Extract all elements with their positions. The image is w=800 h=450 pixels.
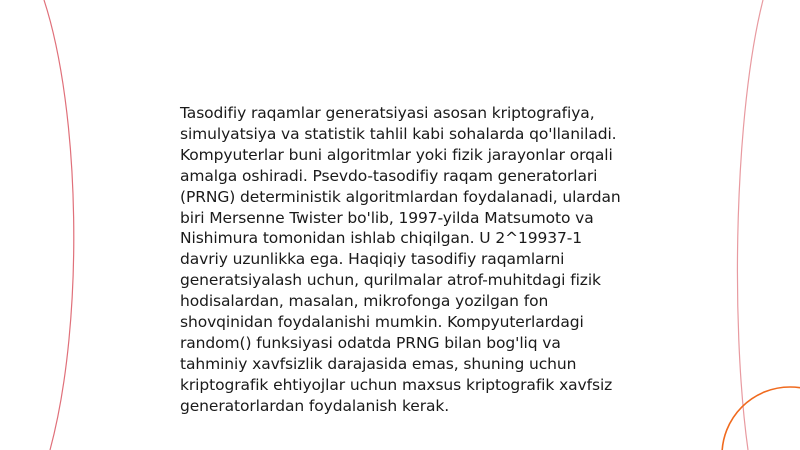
left-decorative-curve — [44, 0, 74, 450]
orange-decorative-circle — [722, 387, 800, 450]
main-paragraph: Tasodifiy raqamlar generatsiyasi asosan kriptografiya, simulyatsiya va statistik tahlil kabi sohalarda qo'llaniladi. Kompyuterlar buni algoritmlar yoki fizik jarayonlar orqali amalga oshiradi. Psevdo-tasodifiy raqam generatorlari (PRNG) deterministik algoritmlardan foydalanadi, ulardan biri Mersenne Twister bo'lib, 1997-yilda Matsumoto va Nishimura tomonidan ishlab chiqilgan. U 2^19937-1 davriy uzunlikka ega. Haqiqiy tasodifiy raqamlarni generatsiyalash uchun, qurilmalar atrof-muhitdagi fizik hodisalardan, masalan, mikrofonga yozilgan fon shovqinidan foydalanishi mumkin. Kompyuterlardagi random() funksiyasi odatda PRNG bilan bog'liq va tahminiy xavfsizlik darajasida emas, shuning uchun kriptografik ehtiyojlar uchun maxsus kriptografik xavfsiz generatorlardan foydalanish kerak. — [180, 104, 621, 415]
right-decorative-curve — [737, 0, 763, 450]
